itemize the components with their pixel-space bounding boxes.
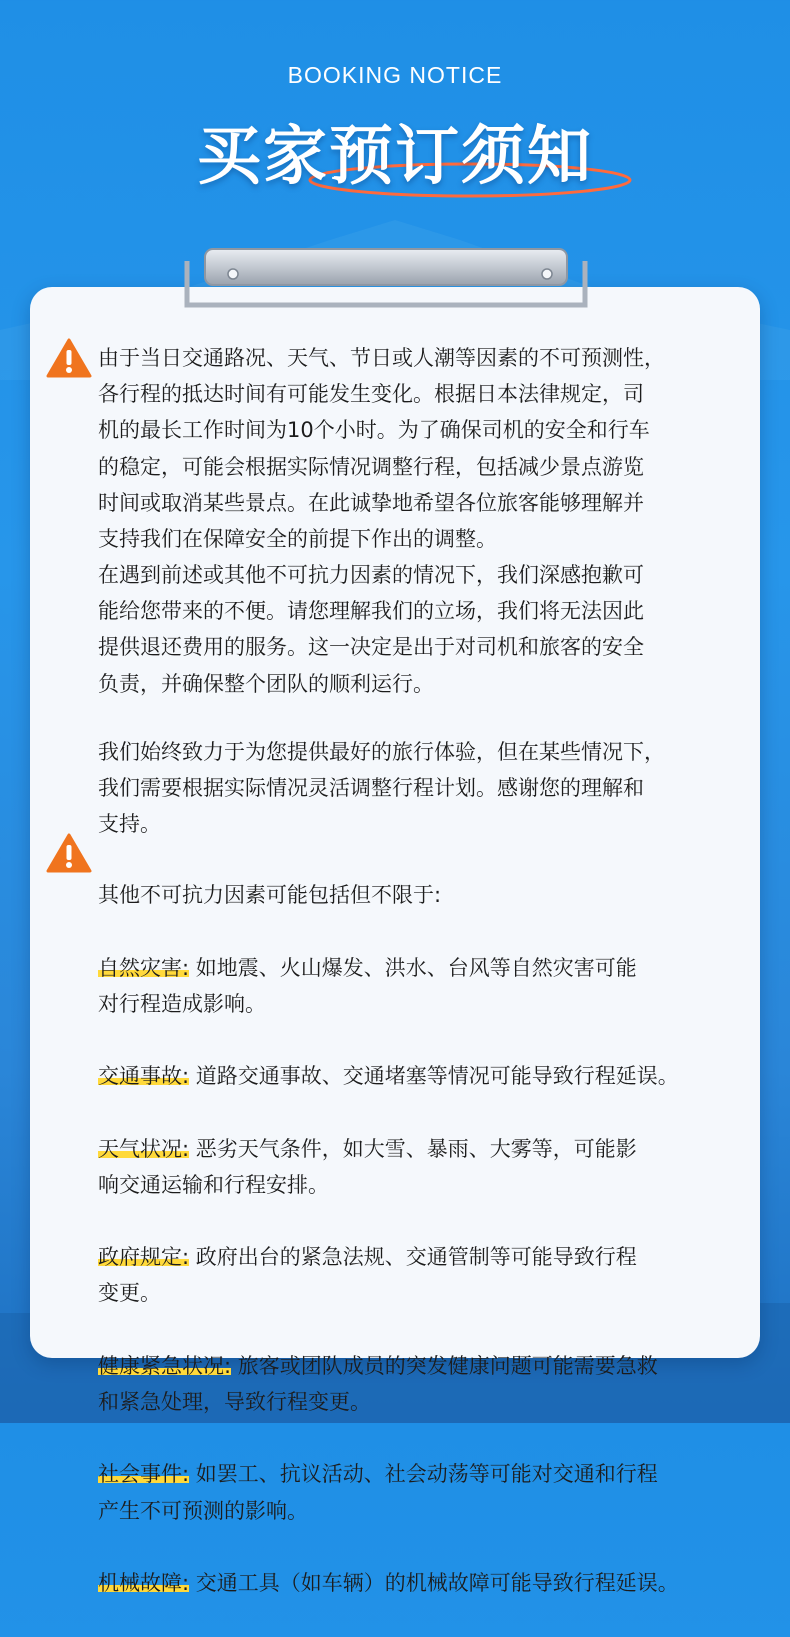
list-item-desc: 道路交通事故、交通堵塞等情况可能导致行程延误。: [189, 1064, 679, 1089]
warning-triangle-icon: [46, 338, 92, 378]
notice-paragraph-2: 在遇到前述或其他不可抗力因素的情况下，我们深感抱歉可 能给您带来的不便。请您理解我们的立场，我们将无法因此 提供退还费用的服务。这一决定是出于对司机和旅客的安全 负责，并确保整个团队的顺利运行。: [98, 563, 644, 696]
list-item: [98, 1565, 738, 1601]
list-item: [98, 1239, 738, 1311]
list-item-term: 天气状况:: [98, 1136, 190, 1161]
list-item: [98, 1456, 738, 1528]
notice-paragraph-1: 由于当日交通路况、天气、节日或人潮等因素的不可预测性， 各行程的抵达时间有可能发生变化。根据日本法律规定，司 机的最长工作时间为10个小时。为了确保司机的安全和行车 的稳定，可能会根据实际情况调整行程，包括减少景点游览 时间或取消某些景点。在此诚挚地希望各位旅客能够理解并 支持我们在保障安全的前提下作出的调整。: [98, 346, 665, 552]
title-block: [0, 105, 790, 205]
list-item-desc: 交通工具（如车辆）的机械故障可能导致行程延误。: [189, 1571, 679, 1596]
warning-triangle-icon: [46, 833, 92, 873]
force-majeure-list: [98, 841, 738, 1637]
list-item: [98, 1348, 738, 1420]
booking-notice-subtitle: BOOKING NOTICE: [287, 62, 503, 88]
list-item-term: 机械故障:: [98, 1571, 190, 1596]
force-majeure-intro: 其他不可抗力因素可能包括但不限于:: [98, 883, 442, 908]
list-item-desc: 恶劣天气条件，如大雪、暴雨、大雾等，可能影 响交通运输和行程安排。: [98, 1136, 637, 1197]
list-item-desc: 政府出台的紧急法规、交通管制等可能导致行程 变更。: [98, 1245, 637, 1306]
clipboard-clip-icon: [183, 247, 589, 311]
list-item-term: 交通事故:: [98, 1064, 190, 1089]
notice-paragraph-3: 我们始终致力于为您提供最好的旅行体验，但在某些情况下， 我们需要根据实际情况灵活调整行程计划。感谢您的理解和 支持。: [98, 740, 665, 837]
list-item: [98, 1058, 738, 1094]
list-item-desc: 如地震、火山爆发、洪水、台风等自然灾害可能 对行程造成影响。: [98, 955, 637, 1016]
list-item-desc: 旅客或团队成员的突发健康问题可能需要急救 和紧急处理，导致行程变更。: [98, 1353, 658, 1415]
page-title: 买家预订须知: [197, 120, 593, 194]
list-item: [98, 1131, 738, 1203]
list-item-term: 社会事件:: [98, 1462, 190, 1487]
list-item: [98, 950, 738, 1022]
list-item-term: 自然灾害:: [98, 955, 190, 980]
list-item-desc: 如罢工、抗议活动、社会动荡等可能对交通和行程 产生不可预测的影响。: [98, 1462, 658, 1523]
list-item-term: 政府规定:: [98, 1245, 190, 1270]
list-item-term: 健康紧急状况:: [98, 1353, 232, 1378]
